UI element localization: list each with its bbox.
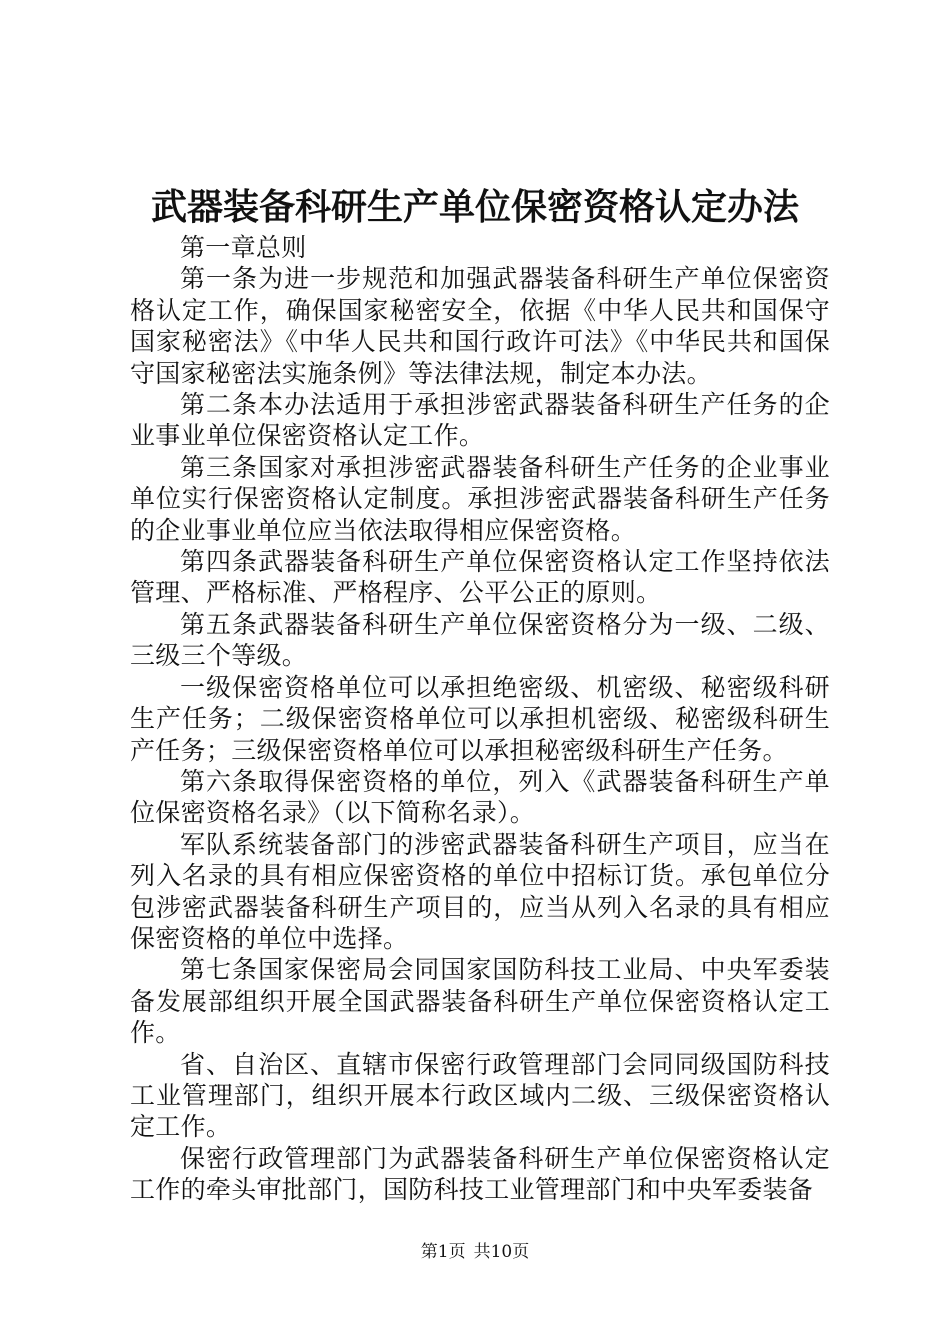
page-footer [0, 1240, 950, 1264]
document-body [130, 232, 830, 1206]
article-paragraph: 军队系统装备部门的涉密武器装备科研生产项目，应当在列入名录的具有相应保密资格的单位中招标订货。承包单位分包涉密武器装备科研生产项目的，应当从列入名录的具有相应保密资格的单位中选择。 [130, 829, 830, 953]
article-paragraph: 一级保密资格单位可以承担绝密级、机密级、秘密级科研生产任务；二级保密资格单位可以承担机密级、秘密级科研生产任务；三级保密资格单位可以承担秘密级科研生产任务。 [130, 672, 830, 765]
article-paragraph: 省、自治区、直辖市保密行政管理部门会同同级国防科技工业管理部门，组织开展本行政区域内二级、三级保密资格认定工作。 [130, 1049, 830, 1142]
document-title: 武器装备科研生产单位保密资格认定办法 [150, 187, 799, 228]
article-paragraph: 第二条本办法适用于承担涉密武器装备科研生产任务的企业事业单位保密资格认定工作。 [130, 390, 830, 451]
article-paragraph: 第三条国家对承担涉密武器装备科研生产任务的企业事业单位实行保密资格认定制度。承担涉密武器装备科研生产任务的企业事业单位应当依法取得相应保密资格。 [130, 452, 830, 545]
page-number: 第1页 [420, 1242, 466, 1262]
article-paragraph: 保密行政管理部门为武器装备科研生产单位保密资格认定工作的牵头审批部门，国防科技工业管理部门和中央军委装备 [130, 1143, 830, 1205]
article-paragraph: 第五条武器装备科研生产单位保密资格分为一级、二级、三级三个等级。 [130, 609, 830, 671]
article-paragraph: 第六条取得保密资格的单位，列入《武器装备科研生产单位保密资格名录》（以下简称名录）。 [130, 766, 830, 828]
article-paragraph: 第一条为进一步规范和加强武器装备科研生产单位保密资格认定工作，确保国家秘密安全，依据《中华人民共和国保守国家秘密法》《中华人民共和国行政许可法》《中华民共和国保守国家秘密法实施条例》等法律法规，制定本办法。 [130, 264, 830, 388]
page-total: 共10页 [473, 1242, 530, 1262]
article-paragraph: 第七条国家保密局会同国家国防科技工业局、中央军委装备发展部组织开展全国武器装备科研生产单位保密资格认定工作。 [130, 955, 830, 1048]
chapter-heading: 第一章总则 [180, 233, 307, 262]
article-paragraph: 第四条武器装备科研生产单位保密资格认定工作坚持依法管理、严格标准、严格程序、公平公正的原则。 [130, 547, 830, 608]
